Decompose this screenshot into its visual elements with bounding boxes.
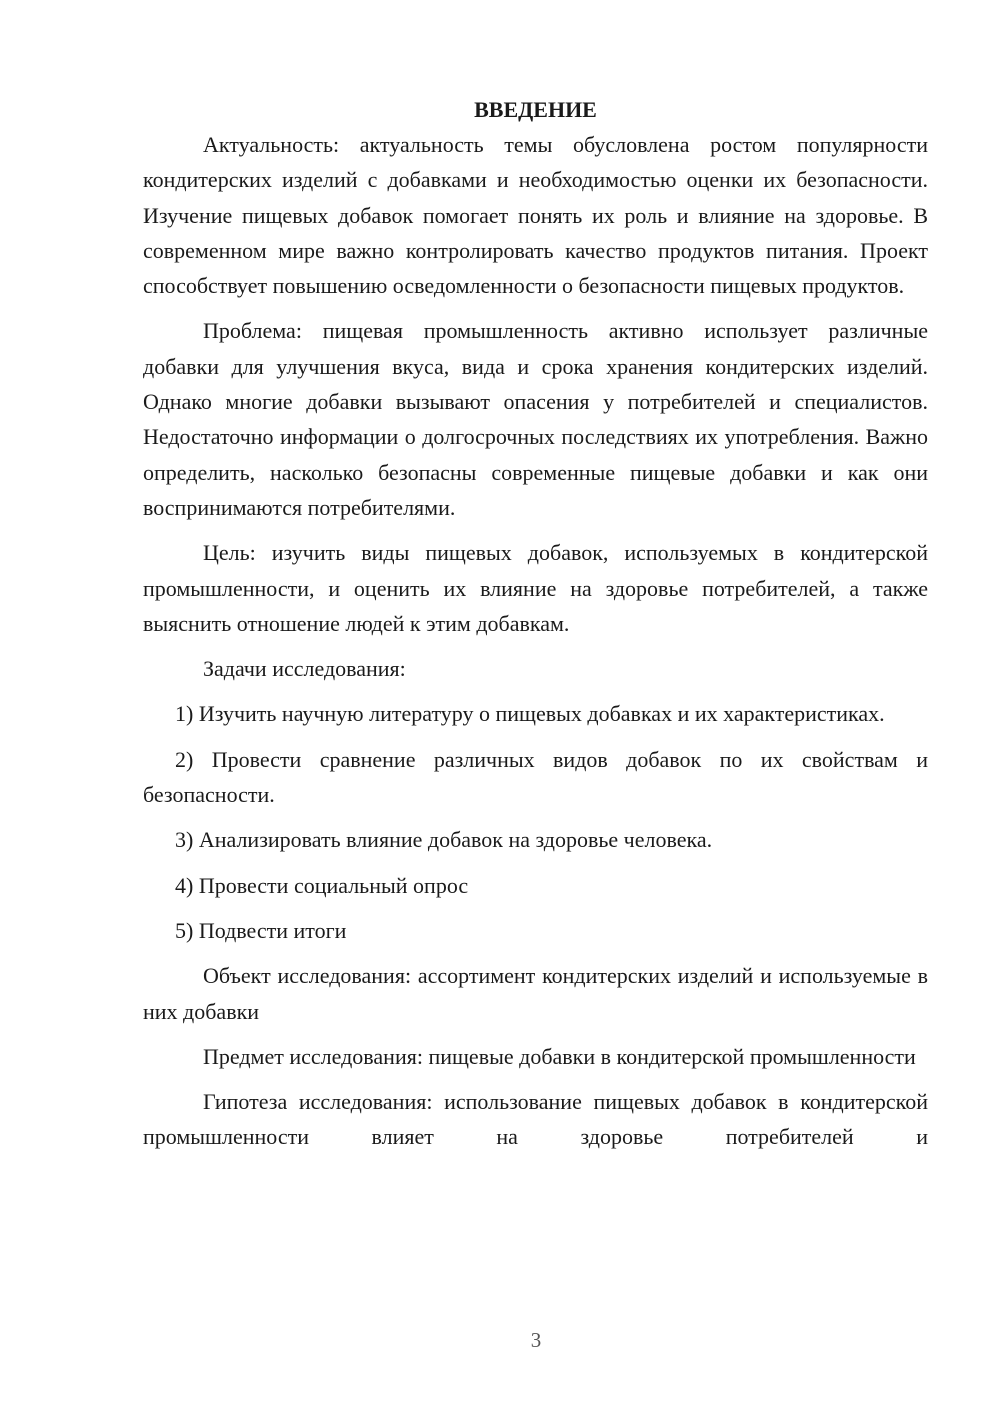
task-item-1: 1) Изучить научную литературу о пищевых добавках и их характеристиках.	[175, 701, 885, 727]
paragraph-relevance: Актуальность: актуальность темы обусловлена ростом популярности кондитерских изделий с добавками и необходимостью оценки их безопасности. Изучение пищевых добавок помогает понять их роль и влияние на здоровье. В современном мире важно контролировать качество продуктов питания. Проект способствует повышению осведомленности о безопасности пищевых продуктов.	[143, 132, 928, 299]
task-item-4: 4) Провести социальный опрос	[175, 872, 469, 898]
paragraph-goal: Цель: изучить виды пищевых добавок, используемых в кондитерской промышленности, и оценить их влияние на здоровье потребителей, а также выяснить отношение людей к этим добавкам.	[143, 540, 928, 636]
paragraph-object: Объект исследования: ассортимент кондитерских изделий и используемые в них добавки	[143, 963, 928, 1024]
page-number: 3	[530, 1328, 542, 1352]
task-item-5: 5) Подвести итоги	[175, 917, 347, 943]
paragraph-problem: Проблема: пищевая промышленность активно использует различные добавки для улучшения вкуса, вида и срока хранения кондитерских изделий. Однако многие добавки вызывают опасения у потребителей и специалистов. Недостаточно информации о долгосрочных последствиях их употребления. Важно определить, насколько безопасны современные пищевые добавки и как они воспринимаются потребителями.	[143, 318, 928, 520]
section-title: ВВЕДЕНИЕ	[474, 97, 597, 122]
paragraph-hypothesis: Гипотеза исследования: использование пищевых добавок в кондитерской промышленности влияет на здоровье потребителей и	[143, 1089, 928, 1150]
paragraph-subject: Предмет исследования: пищевые добавки в кондитерской промышленности	[203, 1043, 916, 1069]
task-item-3: 3) Анализировать влияние добавок на здоровье человека.	[175, 827, 713, 853]
document-page	[143, 93, 928, 1165]
task-item-2: 2) Провести сравнение различных видов добавок по их свойствам и безопасности.	[143, 746, 928, 808]
tasks-heading: Задачи исследования:	[203, 656, 406, 682]
